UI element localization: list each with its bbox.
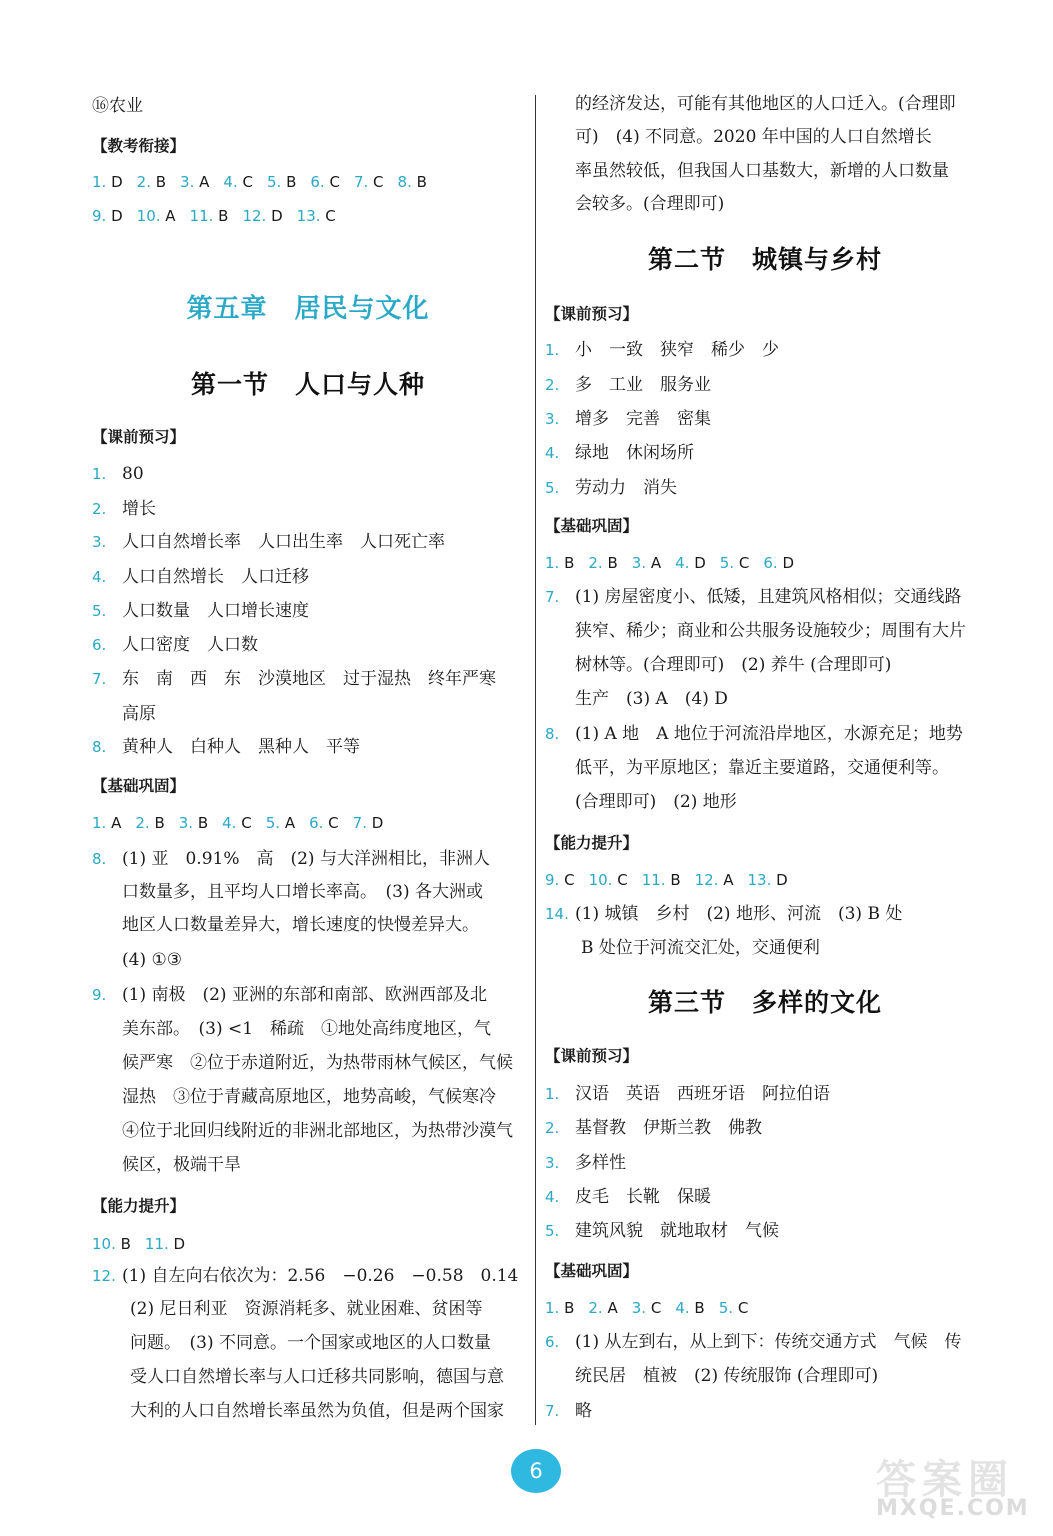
list-item-continuation: 狭窄、稀少；商业和公共服务设施较少；周围有大片 bbox=[575, 621, 966, 641]
answer-letter: C bbox=[737, 1299, 749, 1317]
answer-letter: C bbox=[650, 1299, 662, 1317]
item-text: 多样性 bbox=[575, 1153, 626, 1173]
answer-number: 13. bbox=[296, 207, 326, 225]
list-item bbox=[545, 1221, 779, 1241]
item-number: 3. bbox=[92, 533, 107, 551]
answer-number: 5. bbox=[719, 554, 739, 572]
answer-letter: B bbox=[218, 207, 229, 225]
list-item bbox=[92, 669, 496, 689]
section-title: 第二节 城镇与乡村 bbox=[647, 245, 882, 274]
list-item-continuation: 可) (4) 不同意。2020 年中国的人口自然增长 bbox=[575, 127, 932, 147]
page-number: 6 bbox=[511, 1449, 561, 1493]
answer-number: 12. bbox=[694, 871, 724, 889]
item-number: 5. bbox=[545, 1222, 560, 1240]
list-item bbox=[545, 587, 961, 607]
list-item-continuation: B 处位于河流交汇处，交通便利 bbox=[581, 938, 820, 958]
section-header-kqyx: 【课前预习】 bbox=[545, 1047, 639, 1065]
section-title: 第三节 多样的文化 bbox=[647, 988, 882, 1017]
item-text: (1) 亚 0.91% 高 (2) 与大洋洲相比，非洲人 bbox=[122, 849, 490, 869]
answer-row bbox=[92, 1234, 199, 1254]
answer-letter: C bbox=[617, 871, 628, 889]
answer-number: 2. bbox=[135, 814, 155, 832]
answer-letter: D bbox=[694, 554, 706, 572]
answer-number: 4. bbox=[223, 173, 243, 191]
list-item-continuation: 受人口自然增长率与人口迁移共同影响，德国与意 bbox=[130, 1367, 504, 1387]
item-number: 4. bbox=[545, 444, 560, 462]
answer-letter: B bbox=[155, 173, 167, 191]
answer-number: 5. bbox=[718, 1299, 738, 1317]
answer-number: 3. bbox=[178, 814, 198, 832]
item-number: 1. bbox=[545, 341, 560, 359]
list-item-continuation: 美东部。 (3) <1 稀疏 ①地处高纬度地区，气 bbox=[122, 1019, 492, 1039]
list-item bbox=[92, 601, 309, 621]
answer-number: 7. bbox=[353, 173, 374, 191]
answer-row bbox=[92, 206, 350, 226]
chapter-title: 第五章 居民与文化 bbox=[186, 294, 430, 324]
watermark-url: MXQE.COM bbox=[876, 1496, 1030, 1521]
item-number: 4. bbox=[92, 568, 107, 586]
answer-number: 10. bbox=[136, 207, 166, 225]
answer-number: 9. bbox=[92, 207, 112, 225]
section-header-jcgg: 【基础巩固】 bbox=[545, 517, 639, 535]
list-item-continuation: 统民居 植被 (2) 传统服饰 (合理即可) bbox=[575, 1366, 879, 1386]
answer-letter: A bbox=[607, 1299, 618, 1317]
list-item-continuation: 口数量多，且平均人口增长率高。 (3) 各大洲或 bbox=[122, 882, 483, 902]
answer-letter: B bbox=[607, 554, 618, 572]
answer-number: 2. bbox=[588, 1299, 608, 1317]
item-text: (1) 城镇 乡村 (2) 地形、河流 (3) B 处 bbox=[575, 904, 903, 924]
answer-number: 11. bbox=[641, 871, 671, 889]
item-number: 6. bbox=[92, 636, 107, 654]
section-header-kqyx: 【课前预习】 bbox=[545, 305, 639, 323]
answer-number: 11. bbox=[144, 1235, 174, 1253]
item-number: 3. bbox=[545, 410, 560, 428]
list-item bbox=[545, 1153, 626, 1173]
answer-letter: D bbox=[776, 871, 788, 889]
answer-number: 11. bbox=[189, 207, 219, 225]
answer-letter: D bbox=[173, 1235, 186, 1253]
section-header-nlts: 【能力提升】 bbox=[545, 834, 639, 852]
list-item bbox=[545, 904, 902, 924]
item-number: 6. bbox=[545, 1333, 560, 1351]
answer-letter: A bbox=[284, 814, 296, 832]
list-item-continuation: ④位于北回归线附近的非洲北部地区，为热带沙漠气 bbox=[122, 1121, 513, 1141]
list-item bbox=[545, 1118, 762, 1138]
answer-letter: D bbox=[782, 554, 795, 572]
item-text: (1) 自左向右依次为：2.56 −0.26 −0.58 0.14 bbox=[122, 1266, 519, 1286]
list-item bbox=[545, 1187, 711, 1207]
item-text: 人口数量 人口增长速度 bbox=[122, 601, 309, 621]
answer-letter: B bbox=[197, 814, 209, 832]
item-number: 9. bbox=[92, 986, 107, 1004]
answer-letter: A bbox=[199, 173, 210, 191]
answer-letter: C bbox=[738, 554, 750, 572]
answer-number: 2. bbox=[136, 173, 156, 191]
answer-number: 3. bbox=[180, 173, 200, 191]
text-line: ⑯农业 bbox=[92, 96, 143, 116]
section-header-jcgg: 【基础巩固】 bbox=[545, 1262, 639, 1280]
list-item-continuation: 树林等。(合理即可) (2) 养牛 (合理即可) bbox=[575, 655, 892, 675]
list-item-continuation: 湿热 ③位于青藏高原地区，地势高峻，气候寒冷 bbox=[122, 1087, 496, 1107]
answer-letter: B bbox=[564, 554, 575, 572]
item-text: 小 一致 狭窄 稀少 少 bbox=[575, 340, 779, 360]
answer-letter: B bbox=[154, 814, 165, 832]
list-item-continuation: 地区人口数量差异大，增长速度的快慢差异大。 bbox=[122, 915, 479, 935]
item-text: (1) 从左到右，从上到下：传统交通方式 气候 传 bbox=[575, 1332, 962, 1352]
answer-number: 13. bbox=[747, 871, 777, 889]
answer-number: 8. bbox=[397, 173, 417, 191]
item-number: 5. bbox=[92, 602, 107, 620]
item-number: 2. bbox=[545, 376, 560, 394]
list-item bbox=[545, 443, 694, 463]
item-number: 12. bbox=[92, 1267, 116, 1285]
answer-letter: B bbox=[564, 1299, 575, 1317]
item-text: (1) 房屋密度小、低矮，且建筑风格相似；交通线路 bbox=[575, 587, 962, 607]
answer-letter: B bbox=[694, 1299, 705, 1317]
item-text: 人口自然增长 人口迁移 bbox=[122, 567, 309, 587]
answer-letter: D bbox=[271, 207, 283, 225]
answer-number: 6. bbox=[763, 554, 783, 572]
list-item-continuation: 候区，极端干旱 bbox=[122, 1155, 241, 1175]
item-text: 多 工业 服务业 bbox=[575, 375, 711, 395]
item-number: 5. bbox=[545, 479, 560, 497]
answer-letter: D bbox=[111, 207, 123, 225]
answer-letter: C bbox=[242, 173, 253, 191]
answer-number: 5. bbox=[265, 814, 285, 832]
item-number: 1. bbox=[545, 1085, 560, 1103]
item-text: (1) 南极 (2) 亚洲的东部和南部、欧洲西部及北 bbox=[122, 985, 487, 1005]
list-item-continuation: 低平，为平原地区；靠近主要道路，交通便利等。 bbox=[575, 758, 949, 778]
list-item-continuation: 的经济发达，可能有其他地区的人口迁入。(合理即 bbox=[575, 94, 956, 114]
item-text: 建筑风貌 就地取材 气候 bbox=[575, 1221, 779, 1241]
answer-letter: A bbox=[111, 814, 122, 832]
answer-number: 12. bbox=[242, 207, 272, 225]
answer-number: 4. bbox=[222, 814, 242, 832]
answer-number: 7. bbox=[352, 814, 372, 832]
answer-row bbox=[92, 172, 441, 192]
answer-letter: C bbox=[328, 814, 339, 832]
item-text: 人口自然增长率 人口出生率 人口死亡率 bbox=[122, 532, 445, 552]
list-item bbox=[545, 409, 711, 429]
answer-letter: C bbox=[373, 173, 384, 191]
item-text: 增长 bbox=[122, 499, 156, 519]
answer-letter: B bbox=[120, 1235, 131, 1253]
answer-number: 1. bbox=[92, 814, 112, 832]
answer-letter: A bbox=[723, 871, 734, 889]
item-text: 绿地 休闲场所 bbox=[575, 443, 694, 463]
list-item bbox=[545, 1084, 830, 1104]
answer-letter: B bbox=[670, 871, 681, 889]
list-item bbox=[92, 985, 487, 1005]
watermark-logo: 答案圈 bbox=[876, 1457, 1014, 1503]
answer-letter: C bbox=[241, 814, 252, 832]
item-number: 7. bbox=[545, 588, 560, 606]
list-item-continuation: 生产 (3) A (4) D bbox=[575, 689, 728, 709]
answer-letter: C bbox=[325, 207, 336, 225]
section-title: 第一节 人口与人种 bbox=[190, 370, 425, 399]
item-text: 东 南 西 东 沙漠地区 过于湿热 终年严寒 bbox=[122, 669, 496, 689]
answer-number: 3. bbox=[631, 554, 651, 572]
answer-number: 5. bbox=[266, 173, 287, 191]
item-number: 2. bbox=[92, 500, 107, 518]
list-item-continuation: (2) 尼日利亚 资源消耗多、就业困难、贫困等 bbox=[130, 1299, 483, 1319]
list-item bbox=[92, 567, 309, 587]
list-item-continuation: 大利的人口自然增长率虽然为负值，但是两个国家 bbox=[130, 1401, 504, 1421]
answer-number: 10. bbox=[92, 1235, 121, 1253]
list-item-continuation: (合理即可) (2) 地形 bbox=[575, 792, 737, 812]
answer-letter: C bbox=[564, 871, 575, 889]
answer-letter: B bbox=[416, 173, 427, 191]
list-item bbox=[92, 464, 144, 484]
answer-number: 4. bbox=[675, 554, 695, 572]
answer-number: 2. bbox=[588, 554, 608, 572]
list-item bbox=[545, 375, 711, 395]
list-item bbox=[545, 1332, 961, 1352]
answer-row bbox=[545, 553, 808, 573]
answer-number: 1. bbox=[92, 173, 112, 191]
list-item bbox=[545, 478, 677, 498]
list-item-continuation: 候严寒 ②位于赤道附近，为热带雨林气候区，气候 bbox=[122, 1053, 513, 1073]
section-header-jiaokao: 【教考衔接】 bbox=[92, 137, 186, 155]
item-text: 略 bbox=[575, 1401, 592, 1421]
list-item-continuation: 会较多。(合理即可) bbox=[575, 194, 725, 214]
item-text: (1) A 地 A 地位于河流沿岸地区，水源充足；地势 bbox=[575, 724, 963, 744]
answer-number: 3. bbox=[631, 1299, 651, 1317]
answer-row bbox=[92, 813, 397, 833]
item-text: 劳动力 消失 bbox=[575, 478, 677, 498]
list-item bbox=[545, 340, 779, 360]
item-number: 4. bbox=[545, 1188, 560, 1206]
list-item-continuation: 问题。 (3) 不同意。一个国家或地区的人口数量 bbox=[130, 1333, 491, 1353]
section-header-nlts: 【能力提升】 bbox=[92, 1197, 186, 1215]
list-item bbox=[92, 635, 258, 655]
answer-number: 6. bbox=[310, 173, 330, 191]
list-item bbox=[545, 724, 963, 744]
item-text: 黄种人 白种人 黑种人 平等 bbox=[122, 737, 360, 757]
answer-letter: D bbox=[371, 814, 384, 832]
item-text: 汉语 英语 西班牙语 阿拉伯语 bbox=[575, 1084, 830, 1104]
list-item-continuation: (4) ①③ bbox=[122, 950, 182, 970]
list-item bbox=[92, 532, 445, 552]
answer-row bbox=[545, 870, 802, 890]
list-item bbox=[92, 499, 156, 519]
item-number: 8. bbox=[92, 850, 107, 868]
answer-row bbox=[545, 1298, 762, 1318]
answer-number: 9. bbox=[545, 871, 565, 889]
item-number: 7. bbox=[92, 670, 107, 688]
list-item-continuation: 高原 bbox=[122, 704, 156, 724]
list-item bbox=[545, 1401, 592, 1421]
item-text: 人口密度 人口数 bbox=[122, 635, 258, 655]
column-divider bbox=[535, 95, 536, 1425]
item-number: 2. bbox=[545, 1119, 560, 1137]
item-number: 7. bbox=[545, 1402, 560, 1420]
item-number: 3. bbox=[545, 1154, 560, 1172]
list-item bbox=[92, 849, 490, 869]
list-item bbox=[92, 1266, 518, 1286]
item-text: 基督教 伊斯兰教 佛教 bbox=[575, 1118, 762, 1138]
item-number: 8. bbox=[545, 725, 560, 743]
answer-letter: A bbox=[650, 554, 662, 572]
list-item-continuation: 率虽然较低，但我国人口基数大，新增的人口数量 bbox=[575, 161, 949, 181]
answer-letter: D bbox=[111, 173, 123, 191]
item-text: 增多 完善 密集 bbox=[575, 409, 711, 429]
answer-number: 4. bbox=[675, 1299, 695, 1317]
answer-number: 6. bbox=[309, 814, 329, 832]
section-header-jcgg: 【基础巩固】 bbox=[92, 777, 186, 795]
item-number: 1. bbox=[92, 465, 107, 483]
answer-number: 1. bbox=[545, 554, 565, 572]
item-text: 80 bbox=[122, 464, 144, 484]
answer-letter: C bbox=[329, 173, 340, 191]
section-header-kqyx: 【课前预习】 bbox=[92, 428, 186, 446]
answer-number: 10. bbox=[588, 871, 618, 889]
item-text: 皮毛 长靴 保暖 bbox=[575, 1187, 711, 1207]
answer-number: 1. bbox=[545, 1299, 565, 1317]
item-number: 14. bbox=[545, 905, 569, 923]
list-item bbox=[92, 737, 360, 757]
answer-letter: B bbox=[286, 173, 297, 191]
item-number: 8. bbox=[92, 738, 107, 756]
answer-letter: A bbox=[165, 207, 176, 225]
